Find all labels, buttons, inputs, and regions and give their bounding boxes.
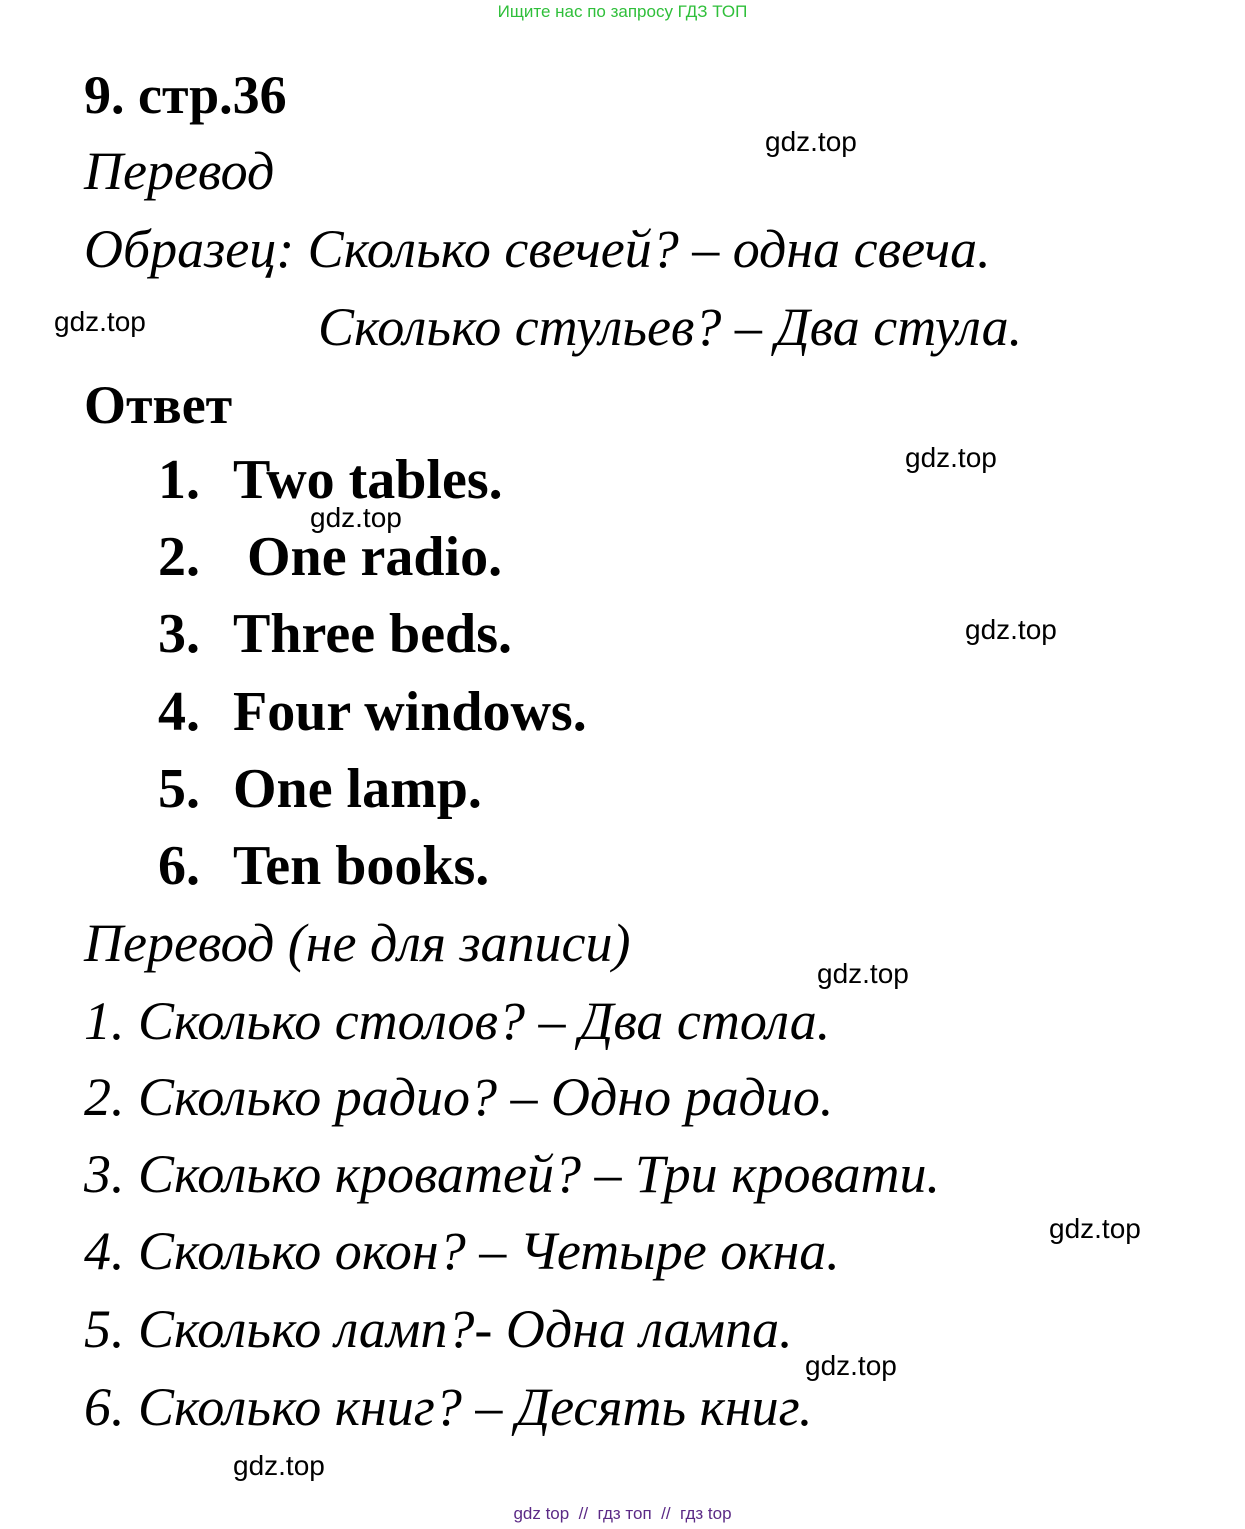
translation-label: Перевод [84,141,275,201]
top-banner[interactable]: Ищите нас по запросу ГДЗ ТОП [497,2,748,21]
answer-number: 1. [158,449,200,511]
answer-text: Two tables. [233,449,503,511]
answer-item [158,834,489,898]
answer-number: 2. [158,526,200,588]
answer-item [158,680,587,744]
translation-line: 4. Сколько окон? – Четыре окна. [84,1221,840,1281]
answer-item [158,525,502,589]
answer-number: 3. [158,603,200,665]
page-title: 9. стр.36 [84,65,287,125]
translation-line: 2. Сколько радио? – Одно радио. [84,1067,834,1127]
translation-line: 3. Сколько кроватей? – Три кровати. [84,1144,941,1204]
answer-text: One lamp. [233,758,482,820]
example-line-1: Образец: Сколько свечей? – одна свеча. [84,219,991,279]
answer-text: Ten books. [233,835,490,897]
bottom-banner[interactable]: gdz top // гдз топ // гдз top [513,1504,732,1523]
answer-item [158,602,512,666]
watermark: gdz.top [905,442,997,473]
example-line-2: Сколько стульев? – Два стула. [318,297,1023,357]
answer-number: 6. [158,835,200,897]
answer-text: Three beds. [233,603,512,665]
watermark: gdz.top [310,502,402,533]
answer-number: 5. [158,758,200,820]
answer-number: 4. [158,681,200,743]
answer-text: One radio. [233,526,503,588]
watermark: gdz.top [233,1450,325,1481]
watermark: gdz.top [817,958,909,989]
watermark: gdz.top [965,614,1057,645]
translation-line: 6. Сколько книг? – Десять книг. [84,1377,813,1437]
watermark: gdz.top [54,306,146,337]
translation-note: Перевод (не для записи) [84,913,631,973]
watermark: gdz.top [765,126,857,157]
translation-line: 5. Сколько ламп?- Одна лампа. [84,1299,793,1359]
watermark: gdz.top [805,1350,897,1381]
answer-text: Four windows. [233,681,587,743]
answer-item [158,757,482,821]
answer-label: Ответ [84,375,233,435]
watermark: gdz.top [1049,1213,1141,1244]
translation-line: 1. Сколько столов? – Два стола. [84,991,831,1051]
